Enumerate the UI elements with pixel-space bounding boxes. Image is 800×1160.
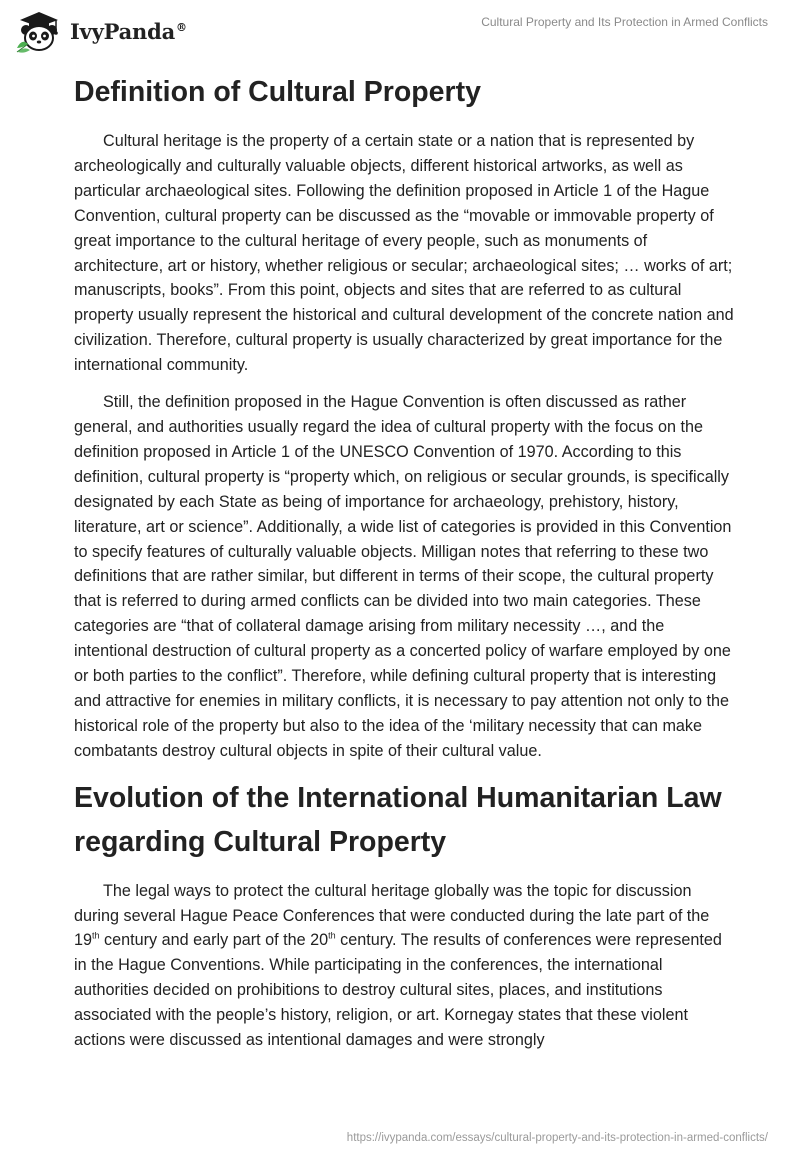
superscript-th: th [328,931,336,942]
paragraph: Cultural heritage is the property of a certain state or a nation that is represented by archeologically and culturally valuable objects, different historical artworks, as well as particular archaeological sites. Following the definition proposed in Article 1 of the Hague Convention, cultural property can be discussed as the “movable or immovable property of great importance to the cultural heritage of every people, such as monuments of architecture, art or history, whether religious or secular; archaeological sites; … works of art; manuscripts, books”. From this point, objects and sites that are referred to as cultural property usually represent the historical and cultural development of the concrete nation and civilization. Therefore, cultural property is usually characterized by great importance for the international community. [74,132,734,375]
panda-mascot-icon [14,8,64,54]
section-heading-evolution: Evolution of the International Humanitarian Law regarding Cultural Property [74,781,722,858]
essay-content [74,72,734,1065]
paragraph: The legal ways to protect the cultural heritage globally was the topic for discussion during several Hague Peace Conferences that were conducted during the late part of the 19th century and early part of the 20th century. The results of conferences were represented in the Hague Conventions. While participating in the conferences, the international authorities decided on prohibitions to destroy cultural sites, places, and institutions associated with the people’s history, religion, or art. Kornegay states that these violent actions were discussed as intentional damages and were strongly [74,881,722,1050]
document-title: Cultural Property and Its Protection in Armed Conflicts [481,15,768,29]
logo-wordmark: IvyPanda® [70,18,187,44]
superscript-th: th [92,931,100,942]
source-url-link[interactable]: https://ivypanda.com/essays/cultural-property-and-its-protection-in-armed-conflicts/ [346,1132,768,1144]
page-header [0,0,800,62]
paragraph: Still, the definition proposed in the Hague Convention is often discussed as rather general, and authorities usually regard the idea of cultural property with the focus on the definition proposed in Article 1 of the UNESCO Convention of 1970. According to this definition, cultural property is “property which, on religious or secular grounds, is specifically designated by each State as being of importance for archaeology, prehistory, history, literature, art or science”. Additionally, a wide list of categories is provided in this Convention to specify features of culturally valuable objects. Milligan notes that referring to these two definitions that are rather similar, but different in terms of their scope, the cultural property that is referred to during armed conflicts can be divided into two main categories. These categories are “that of collateral damage arising from military necessity …, and the intentional destruction of cultural property as a concerted policy of warfare employed by one or both parties to the conflict”. Therefore, while defining cultural property that is interesting and attractive for enemies in military conflicts, it is necessary to pay attention not only to the historical role of the property but also to the idea of the ‘military necessity that can make combatants destroy cultural objects in spite of their cultural value. [74,393,732,760]
section-heading-definition: Definition of Cultural Property [74,76,481,108]
ivypanda-logo[interactable] [14,8,187,54]
